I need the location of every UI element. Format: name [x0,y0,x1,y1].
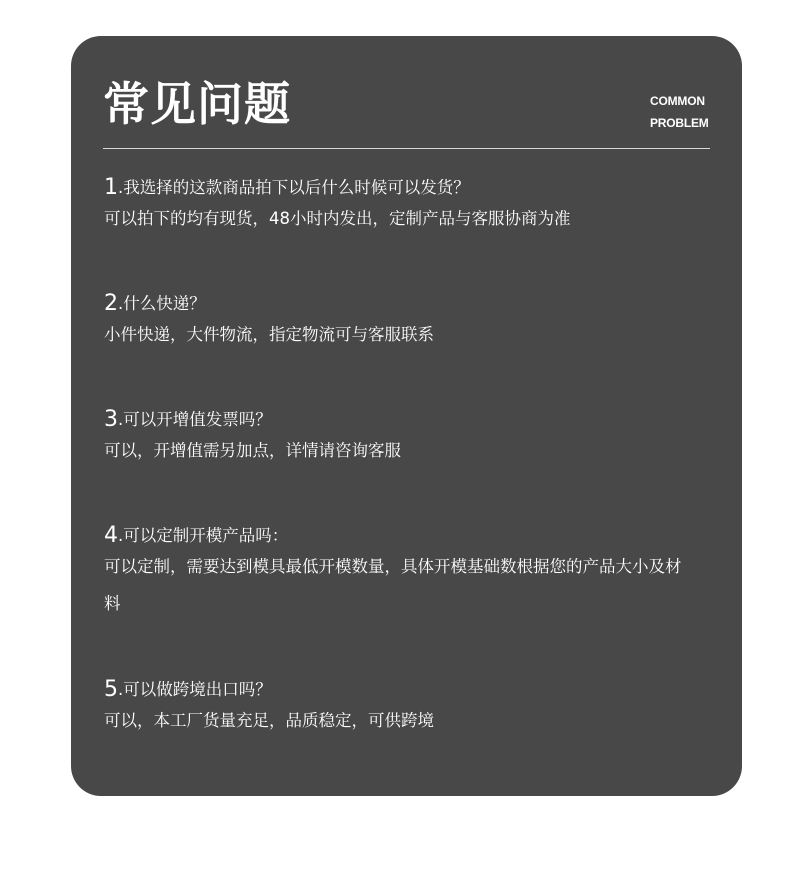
faq-number: 1 [104,175,118,200]
faq-question [104,176,704,200]
page-title: 常见问题 [103,77,291,131]
faq-number: 2 [104,291,118,316]
title-english-line2: PROBLEM [650,116,709,130]
faq-number: 3 [104,407,118,432]
faq-question-text: .什么快递？ [118,294,206,313]
faq-number: 4 [104,523,118,548]
faq-question-text: .我选择的这款商品拍下以后什么时候可以发货？ [118,178,470,197]
faq-answer: 小件快递，大件物流，指定物流可与客服联系 [104,325,434,344]
faq-item-2 [104,292,704,353]
faq-answer: 可以拍下的均有现货，48小时内发出，定制产品与客服协商为准 [104,209,571,228]
faq-question [104,524,704,548]
faq-answer: 可以，开增值需另加点，详情请咨询客服 [104,441,401,460]
faq-answer: 可以定制，需要达到模具最低开模数量，具体开模基础数根据您的产品大小及材料 [104,557,682,613]
faq-question-text: .可以做跨境出口吗？ [118,680,272,699]
faq-item-1 [104,176,704,237]
faq-question [104,292,704,316]
faq-question [104,678,704,702]
faq-number: 5 [104,677,118,702]
faq-item-4 [104,524,704,622]
faq-item-5 [104,678,704,739]
faq-answer: 可以，本工厂货量充足，品质稳定，可供跨境 [104,711,434,730]
faq-question-text: .可以开增值发票吗？ [118,410,272,429]
faq-item-3 [104,408,704,469]
faq-question [104,408,704,432]
faq-question-text: .可以定制开模产品吗： [118,526,289,545]
faq-card [71,36,742,796]
title-english [650,90,709,134]
title-english-line1: COMMON [650,94,705,108]
title-divider [103,148,710,149]
